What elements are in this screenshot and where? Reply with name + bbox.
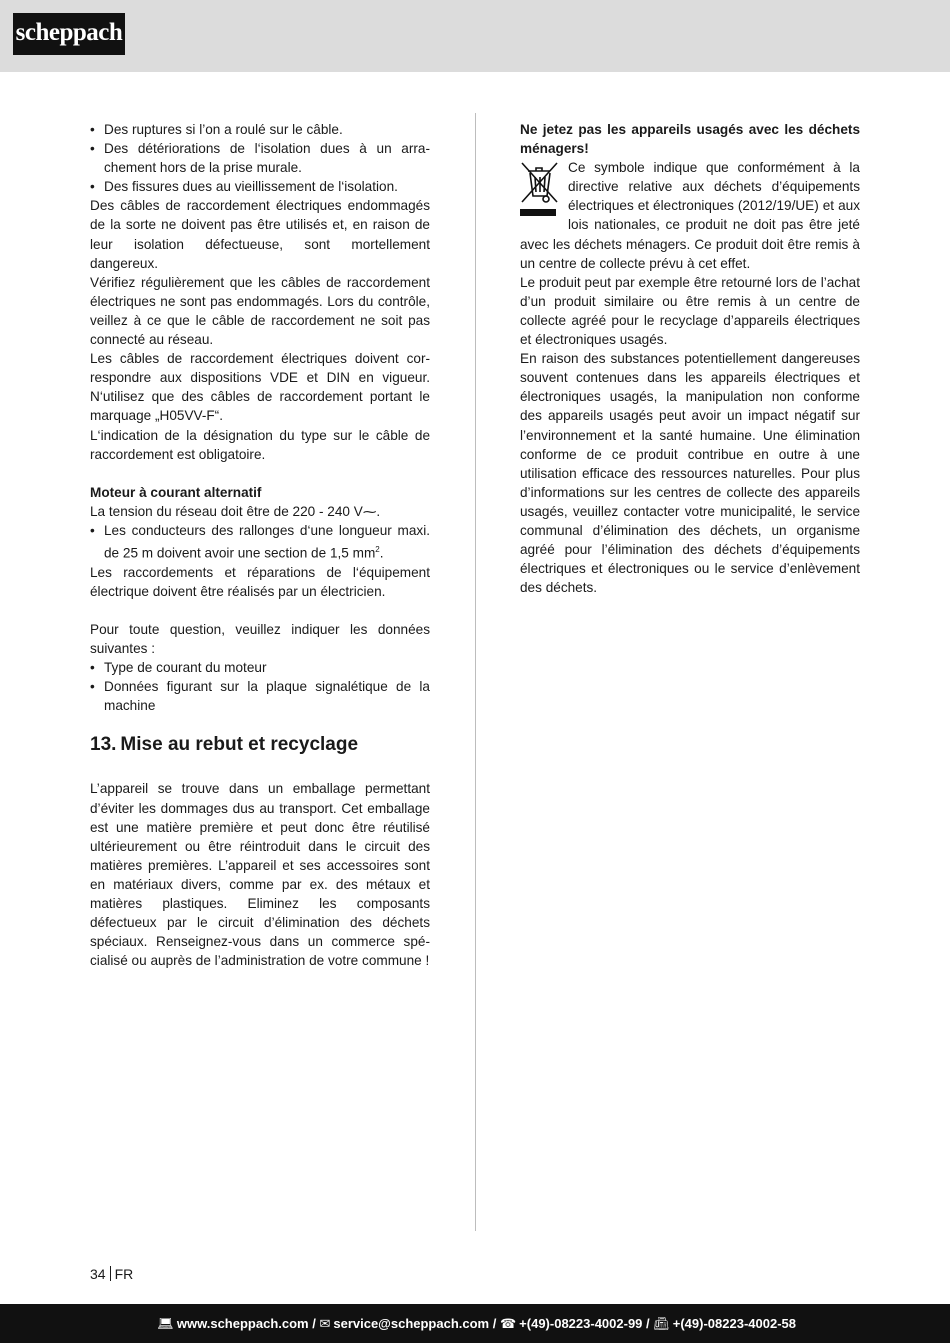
separator: /	[308, 1316, 320, 1331]
list-item: • Type de courant du moteur	[90, 658, 430, 677]
scheppach-logo: scheppach	[13, 13, 125, 55]
section-number: 13.	[90, 734, 117, 756]
email-link[interactable]: service@scheppach.com	[333, 1316, 490, 1331]
section-title: Mise au rebut et recyclage	[120, 734, 359, 756]
list-item: • Des fissures dues au vieillissement de l‘isolation.	[90, 177, 430, 196]
section-heading	[90, 733, 430, 757]
disposal-heading: Ne jetez pas les appareils usagés avec les déchets ménagers!	[520, 122, 860, 157]
phone-icon: ☎︎	[499, 1316, 517, 1331]
paragraph: En raison des substances potentiellement dangereuses souvent contenues dans les appareils électriques et électroniques usagés, la manipulation non conforme des appareils usagés peut avoir un impact négatif sur l’environnement et la santé humaine. Une élimination conforme de ce produit contribue en outre à une utilisation efficace des ressources naturelles. Pour plus d’informations sur les centres de collecte des appareils usagés, veuillez contacter votre municipalité, le service communal d’élimination des déchets, un organisme agréé pour l’élimination des déchets d’équipements électriques et électroniques ou le service d’enlèvement des déchets.	[520, 351, 860, 596]
column-divider	[475, 113, 476, 1231]
question-list	[90, 658, 430, 715]
fax-icon: 📠︎	[653, 1316, 670, 1331]
page-separator	[110, 1266, 111, 1281]
damage-list	[90, 120, 430, 196]
paragraph: L‘indication de la désignation du type sur le câble de raccordement est obligatoire.	[90, 427, 430, 462]
paragraph: Le produit peut par exemple être retourné lors de l’achat d’un produit similaire ou être remis à un centre de collecte agréé pour le recyclage d’appareils électriques et électroniques usagés.	[520, 274, 860, 348]
left-column	[90, 120, 430, 970]
language-code: FR	[114, 1266, 134, 1282]
paragraph: Vérifiez régulièrement que les câbles de raccordement électriques ne sont pas endommagés. Lors du contrôle, veillez à ce que le câble de raccordement ne soit pas connecté au réseau.	[90, 274, 430, 348]
list-item	[90, 521, 430, 563]
weee-block	[520, 158, 860, 273]
computer-icon: 💻︎	[157, 1316, 174, 1331]
header-band	[0, 0, 950, 72]
weee-paragraph: Ce symbole indique que conformément à la directive relative aux déchets d’équipements électriques et électroniques (2012/19/UE) et aux lois nationales, ce produit ne doit pas être jeté avec les déchets ménagers. Ce produit doit être remis à un centre de collecte prévu à cet effet.	[520, 160, 860, 271]
list-item: • Des détériorations de l‘isolation dues à un arrachement hors de la prise murale.	[90, 139, 430, 177]
paragraph: Les raccordements et réparations de l‘équipement électrique doivent être réalisés par un électricien.	[90, 564, 430, 599]
superscript: 2	[375, 545, 380, 555]
motor-voltage: La tension du réseau doit être de 220 - 240 V⁓.	[90, 503, 381, 519]
footer-bar	[0, 1304, 950, 1343]
right-column	[520, 120, 860, 597]
page-indicator	[90, 1265, 133, 1283]
motor-heading: Moteur à courant alternatif	[90, 484, 262, 500]
separator: /	[489, 1316, 500, 1331]
motor-bullet-end: .	[379, 545, 384, 561]
paragraph: Les câbles de raccordement électriques doivent correspondre aux dispositions VDE et DIN en vigueur. N‘utilisez que des câbles de raccordement portant le marquage „H05VV-F“.	[90, 351, 430, 424]
footer-contact	[157, 1315, 796, 1332]
website-link[interactable]: www.scheppach.com	[176, 1316, 309, 1331]
page-number: 34	[90, 1266, 106, 1282]
motor-list	[90, 521, 430, 563]
list-item: • Données figurant sur la plaque signalétique de la machine	[90, 677, 430, 715]
paragraph: Des câbles de raccordement électriques endommagés de la sorte ne doivent pas être utilisés et, en raison de leur isolation défectueuse, sont mortellement dangereux.	[90, 198, 430, 271]
mail-icon: ✉︎	[319, 1316, 331, 1331]
paragraph: L’appareil se trouve dans un emballage permettant d’éviter les dommages dus au transport. Cet emballage est une matière première et peut donc être réutilisé ultérieurement ou être réintroduit dans le circuit des matières premières. L’appareil et ses accessoires sont en matériaux divers, comme par ex. des métaux et matières plastiques. Eliminez les composants défectueux par le circuit d’élimination des déchets spéciaux. Renseignez-vous dans un commerce spécialisé ou auprès de l’administration de votre commune !	[90, 781, 430, 969]
question-intro: Pour toute question, veuillez indiquer les données suivantes :	[90, 621, 430, 657]
fax-number: +(49)-08223-4002-58	[672, 1316, 796, 1331]
list-item: • Des ruptures si l’on a roulé sur le câble.	[90, 120, 430, 139]
separator: /	[642, 1316, 654, 1331]
phone-number: +(49)-08223-4002-99	[519, 1316, 643, 1331]
weee-crossed-bin-icon	[520, 161, 560, 219]
motor-bullet-text: Les conducteurs des rallonges d‘une longueur maxi. de 25 m doivent avoir une section de 1,5 mm	[104, 522, 430, 561]
